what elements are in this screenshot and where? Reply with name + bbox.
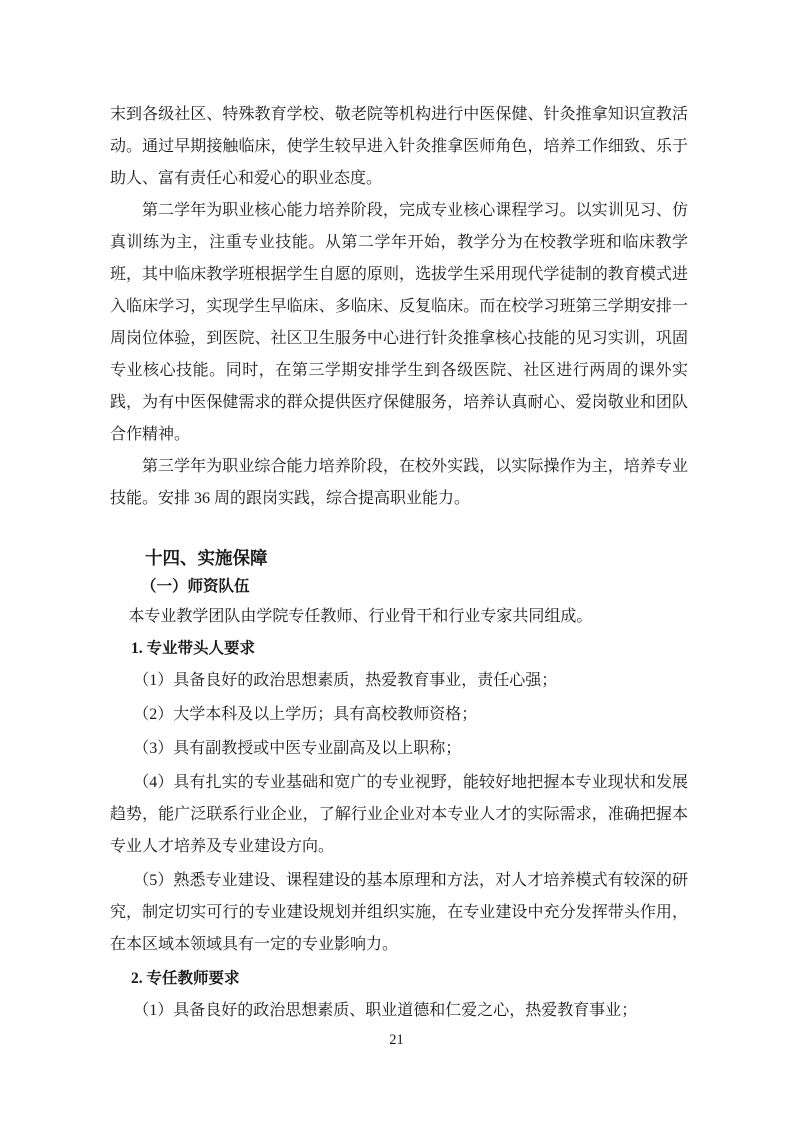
numbered-subheading: 1. 专业带头人要求 — [131, 640, 256, 657]
page-content — [110, 99, 688, 1029]
body-paragraph: 本专业教学团队由学院专任教师、行业骨干和行业专家共同组成。 — [128, 608, 593, 625]
list-item: （2）大学本科及以上学历；具有高校教师资格； — [133, 706, 478, 723]
section-heading: 十四、实施保障 — [145, 548, 268, 568]
subsection-heading: （一）师资队伍 — [141, 578, 250, 595]
numbered-subheading: 2. 专任教师要求 — [131, 970, 240, 987]
body-paragraph: 第二学年为职业核心能力培养阶段，完成专业核心课程学习。以实训见习、仿真训练为主，注重专业技能。从第二学年开始，教学分为在校教学班和临床教学班，其中临床教学班根据学生自愿的原则，选拔学生采用现代学徒制的教育模式进入临床学习，实现学生早临床、多临床、反复临床。而在校学习班第三学期安排一周岗位体验，到医院、社区卫生服务中心进行针灸推拿核心技能的见习实训，巩固专业核心技能。同时，在第三学期安排学生到各级医院、社区进行两周的课外实践，为有中医保健需求的群众提供医疗保健服务，培养认真耐心、爱岗敬业和团队合作精神。 — [110, 202, 688, 443]
body-paragraph: 第三学年为职业综合能力培养阶段，在校外实践，以实际操作为主，培养专业技能。安排 36 周的跟岗实践，综合提高职业能力。 — [110, 458, 688, 507]
list-item: （1）具备良好的政治思想素质、职业道德和仁爱之心，热爱教育事业； — [133, 1002, 638, 1019]
list-item: （4）具有扎实的专业基础和宽广的专业视野，能较好地把握本专业现状和发展趋势，能广泛联系行业企业，了解行业企业对本专业人才的实际需求，准确把握本专业人才培养及专业建设方向。 — [110, 774, 688, 855]
body-paragraph: 末到各级社区、特殊教育学校、敬老院等机构进行中医保健、针灸推拿知识宣教活动。通过早期接触临床，使学生较早进入针灸推拿医师角色，培养工作细致、乐于助人、富有责任心和爱心的职业态度。 — [110, 106, 688, 187]
list-item: （5）熟悉专业建设、课程建设的基本原理和方法，对人才培养模式有较深的研究，制定切实可行的专业建设规划并组织实施，在专业建设中充分发挥带头作用，在本区域本领域具有一定的专业影响力。 — [110, 872, 688, 953]
list-item: （3）具有副教授或中医专业副高及以上职称； — [133, 740, 462, 757]
page-number: 21 — [389, 1032, 404, 1048]
list-item: （1）具备良好的政治思想素质，热爱教育事业，责任心强； — [133, 672, 558, 689]
